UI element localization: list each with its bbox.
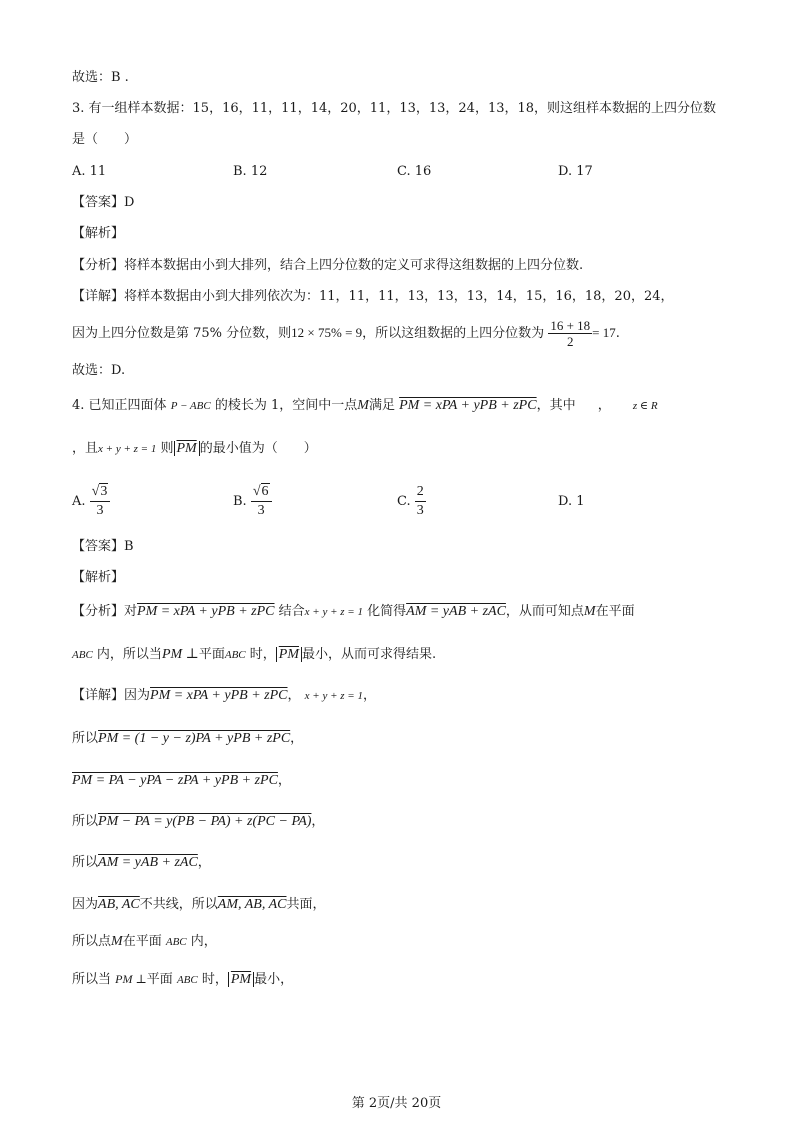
text: 所以点 <box>72 934 112 949</box>
step-1 <box>72 729 303 749</box>
math-expression: x + y + z = 1 <box>304 690 363 702</box>
text: 【详解】因为 <box>72 688 151 703</box>
math-expression: PM ⊥ <box>161 647 199 662</box>
text: 平面 <box>198 647 225 662</box>
math-expression: x + y + z = 1 <box>304 606 363 618</box>
text: D. 17 <box>558 164 593 179</box>
q3-stem-line1 <box>72 99 716 119</box>
vector-equation: PM = xPA + yPB + zPC <box>399 398 537 413</box>
math-expression: P − ABC <box>170 400 211 412</box>
fraction-denominator: 3 <box>416 503 424 518</box>
text: ，从而可知点 <box>505 604 584 619</box>
text: 所以 <box>72 814 99 829</box>
vector-equation: PM = xPA + yPB + zPC <box>150 688 288 703</box>
text: 的最小值为（ ） <box>199 441 317 456</box>
q3-stem-line2 <box>72 130 137 150</box>
text: 内， <box>190 934 217 949</box>
text: C. 16 <box>397 164 432 179</box>
q4-stem-line1 <box>72 396 658 416</box>
absolute-value <box>174 441 200 456</box>
vector-expression: AB, AC <box>98 897 140 912</box>
text: B. 12 <box>233 164 268 179</box>
text: ， <box>362 688 376 703</box>
math-expression: $\overline{PM}$ <box>278 647 299 662</box>
q3-option-b <box>233 162 267 182</box>
text: 在平面 <box>595 604 635 619</box>
q4-xiangjie <box>72 686 376 706</box>
text: C. <box>397 494 411 509</box>
q3-fenxi <box>72 256 583 276</box>
q3-answer <box>72 193 134 213</box>
q4-option-b <box>233 482 272 522</box>
fraction-numerator: 2 <box>415 483 426 502</box>
q4-option-c <box>397 482 426 522</box>
text: 【答案】B <box>72 539 134 554</box>
text: A. 11 <box>72 164 107 179</box>
q4-answer <box>72 537 134 557</box>
step-2 <box>72 771 291 791</box>
text: 3. 有一组样本数据：15，16，11，11，14，20，11，13，13，24，13，18，则这组样本数据的上四分位数 <box>72 101 717 116</box>
text: 在平面 <box>122 934 162 949</box>
text: 【解析】 <box>72 226 125 241</box>
text: ， <box>277 773 291 788</box>
page-footer <box>0 1092 793 1111</box>
absolute-value <box>276 647 302 662</box>
q4-stem-line2 <box>72 437 317 461</box>
fraction-denominator: 3 <box>96 503 104 518</box>
q3-because-line: 因为上四分位数是第 75% 分位数，则12 × 75% = 9，所以这组数据的上四分位数为 $\frac{16 + 18}{2}$ = 17. <box>72 318 620 349</box>
text: 共面， <box>286 897 326 912</box>
text: A. <box>72 494 86 509</box>
text: ， <box>287 688 301 703</box>
math-expression: = 17 <box>592 325 616 340</box>
q4-option-d <box>558 482 585 522</box>
text: 最小，从而可求得结果. <box>302 647 437 662</box>
vector-equation: AM = yAB + zAC <box>406 604 506 619</box>
text: 因为上四分位数是第 75% 分位数，则 <box>72 326 292 341</box>
q4-option-a <box>72 482 110 522</box>
text: 所以 <box>72 855 99 870</box>
vector-equation: PM − PA = y(PB − PA) + z(PC − PA) <box>98 814 312 829</box>
vector-equation: AM = yAB + zAC <box>98 855 198 870</box>
text: 故选：B . <box>72 70 129 85</box>
text: 4. 已知正四面体 <box>72 398 167 413</box>
text: ， <box>290 731 304 746</box>
text: 内，所以当 <box>96 647 162 662</box>
text: 时， <box>201 972 228 987</box>
q4-fenxi-line2 <box>72 643 436 667</box>
fraction-numerator: √3 <box>90 483 111 502</box>
q3-option-a <box>72 162 106 182</box>
text: ，所以这组数据的上四分位数为 <box>362 326 545 341</box>
text: 故选：D. <box>72 363 126 378</box>
q3-select <box>72 361 125 381</box>
sqrt-value: 6 <box>261 484 269 499</box>
text: 则 <box>160 441 174 456</box>
text: 所以 <box>72 731 99 746</box>
q3-option-c <box>397 162 431 182</box>
vector-expression: AM, AB, AC <box>217 897 287 912</box>
math-expression: M <box>357 398 369 413</box>
text: ，且 <box>72 441 99 456</box>
q3-jiexi <box>72 224 124 244</box>
text: 满足 <box>368 398 395 413</box>
text: D. 1 <box>558 494 585 509</box>
fraction <box>548 318 592 349</box>
math-expression: M <box>111 934 123 949</box>
vector-equation: PM = (1 − y − z)PA + yPB + zPC <box>98 731 291 746</box>
math-expression: ABC <box>72 649 93 661</box>
text: 【分析】将样本数据由小到大排列，结合上四分位数的定义可求得这组数据的上四分位数. <box>72 258 584 273</box>
q3-option-d <box>558 162 593 182</box>
fraction-denominator: 3 <box>257 503 265 518</box>
vector-equation: PM = xPA + yPB + zPC <box>137 604 275 619</box>
step-7 <box>72 967 293 991</box>
text: 的棱长为 1，空间中一点 <box>214 398 358 413</box>
q4-jiexi <box>72 568 124 588</box>
math-expression: z ∈ R <box>632 400 658 412</box>
absolute-value <box>228 972 254 987</box>
math-expression: x + y + z = 1 <box>98 443 157 455</box>
text: ，其中 <box>536 398 576 413</box>
line-select-b <box>72 68 129 88</box>
fraction-numerator: 16 + 18 <box>550 318 591 333</box>
vector-equation: PM = PA − yPA − zPA + yPB + zPC <box>72 773 278 788</box>
fraction <box>90 483 111 520</box>
text: 【答案】D <box>72 195 135 210</box>
math-expression: 12 × 75% = 9 <box>291 325 363 340</box>
text: 是（ ） <box>72 132 138 147</box>
math-expression: M <box>583 604 596 619</box>
text: 最小， <box>254 972 294 987</box>
text: ， <box>597 398 611 413</box>
step-5 <box>72 895 326 915</box>
step-4 <box>72 853 211 873</box>
q4-fenxi-line1 <box>72 602 635 622</box>
q3-xiangjie <box>72 287 674 307</box>
text: 所以当 <box>72 972 112 987</box>
text: 化简得 <box>367 604 407 619</box>
fraction <box>415 483 426 520</box>
page-number: 第 2页/共 20页 <box>351 1096 442 1111</box>
text: ， <box>197 855 211 870</box>
math-expression: ABC <box>224 649 246 661</box>
text: B. <box>233 494 247 509</box>
fraction-numerator: √6 <box>251 483 272 502</box>
text: 【详解】将样本数据由小到大排列依次为：11，11，11，13，13，13，14，15，16，18，20，24， <box>72 289 674 304</box>
math-expression: PM ⊥ <box>115 972 147 986</box>
math-expression: ABC <box>165 936 187 948</box>
step-3 <box>72 812 324 832</box>
text: 【分析】对 <box>72 604 138 619</box>
text: 结合 <box>278 604 305 619</box>
text: 时， <box>249 647 276 662</box>
math-expression: $\overline{PM}$ <box>230 972 252 987</box>
sqrt-value: 3 <box>100 484 108 499</box>
text: 不共线，所以 <box>139 897 218 912</box>
text: 【解析】 <box>72 570 125 585</box>
math-expression: ABC <box>176 974 198 986</box>
step-6 <box>72 932 217 952</box>
text: ， <box>311 814 325 829</box>
fraction-denominator: 2 <box>567 334 574 349</box>
text: 平面 <box>146 972 173 987</box>
fraction <box>251 483 272 520</box>
text: 因为 <box>72 897 99 912</box>
math-expression: $\overline{PM}$ <box>176 441 197 456</box>
